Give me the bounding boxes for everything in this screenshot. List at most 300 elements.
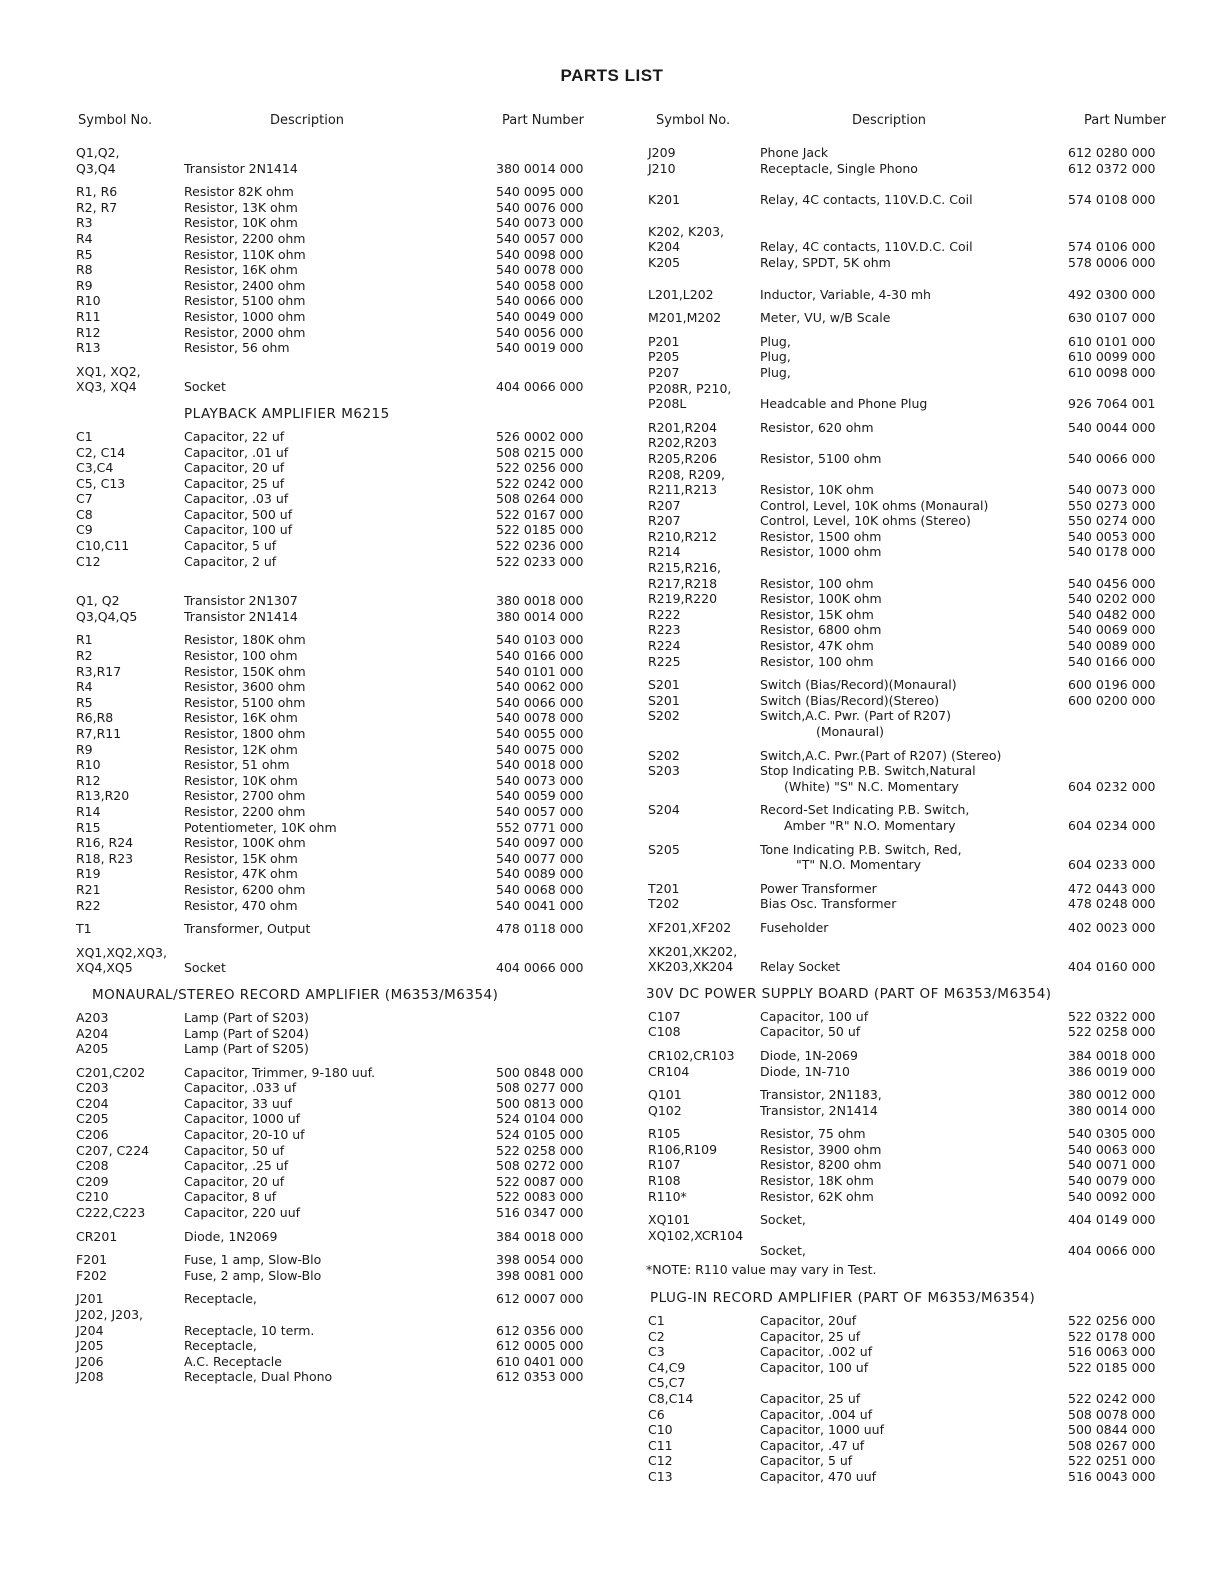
part-number-cell: 612 0353 000 xyxy=(496,1369,584,1385)
table-row xyxy=(646,1189,1186,1205)
description-cell: Stop Indicating P.B. Switch,Natural xyxy=(760,763,976,779)
part-number-cell: 604 0232 000 xyxy=(1068,778,1156,794)
symbol-cell: R208, R209, xyxy=(648,466,726,482)
table-row xyxy=(646,287,1186,303)
description-cell: Transistor 2N1414 xyxy=(184,608,298,624)
part-number-header: Part Number xyxy=(502,113,585,128)
table-row xyxy=(76,1323,606,1339)
part-number-cell: 508 0272 000 xyxy=(496,1158,584,1174)
description-cell: "T" N.O. Momentary xyxy=(796,857,922,873)
table-row xyxy=(646,724,1186,740)
description-cell: Capacitor, 20 uf xyxy=(184,460,285,476)
part-number-cell: 522 0083 000 xyxy=(496,1189,584,1205)
description-cell: Resistor, 2200 ohm xyxy=(184,803,306,819)
table-row xyxy=(76,1143,606,1159)
part-number-cell: 540 0063 000 xyxy=(1068,1141,1156,1157)
table-row xyxy=(76,1041,606,1057)
description-cell: Plug, xyxy=(760,364,791,380)
symbol-cell: R12 xyxy=(76,324,101,340)
description-cell: Resistor, 3900 ohm xyxy=(760,1141,882,1157)
part-number-cell: 540 0078 000 xyxy=(496,262,584,278)
description-cell: Resistor, 6200 ohm xyxy=(184,881,306,897)
symbol-cell: K204 xyxy=(648,239,681,255)
parts-list-left xyxy=(76,145,606,1385)
table-row xyxy=(76,648,606,664)
description-cell: Capacitor, .25 uf xyxy=(184,1158,289,1174)
symbol-cell: C201,C202 xyxy=(76,1064,146,1080)
symbol-cell: R106,R109 xyxy=(648,1141,718,1157)
part-number-cell: 522 0087 000 xyxy=(496,1173,584,1189)
part-number-cell: 404 0160 000 xyxy=(1068,959,1156,975)
symbol-cell: R1, R6 xyxy=(76,184,118,200)
symbol-cell: R224 xyxy=(648,638,681,654)
description-cell: Resistor, 18K ohm xyxy=(760,1173,874,1189)
part-number-cell: 380 0014 000 xyxy=(1068,1102,1156,1118)
table-row xyxy=(76,945,606,961)
part-number-cell: 386 0019 000 xyxy=(1068,1063,1156,1079)
part-number-cell: 500 0844 000 xyxy=(1068,1422,1156,1438)
part-number-cell: 398 0081 000 xyxy=(496,1267,584,1283)
symbol-cell: C10 xyxy=(648,1422,673,1438)
table-row xyxy=(76,1205,606,1221)
description-cell: Capacitor, Trimmer, 9-180 uuf. xyxy=(184,1064,376,1080)
part-number-cell: 540 0089 000 xyxy=(1068,638,1156,654)
part-number-cell: 404 0066 000 xyxy=(496,379,584,395)
symbol-cell: P201 xyxy=(648,333,680,349)
parts-column-right xyxy=(646,113,1186,1485)
table-row xyxy=(76,460,606,476)
table-row xyxy=(646,1228,1186,1244)
description-cell: Capacitor, 25 uf xyxy=(760,1328,861,1344)
symbol-cell: XK201,XK202, xyxy=(648,943,738,959)
part-number-cell: 540 0101 000 xyxy=(496,663,584,679)
page-title: PARTS LIST xyxy=(560,66,664,85)
table-row xyxy=(646,529,1186,545)
symbol-cell: R13,R20 xyxy=(76,788,130,804)
part-number-cell: 522 0178 000 xyxy=(1068,1328,1156,1344)
symbol-cell: R105 xyxy=(648,1126,681,1142)
symbol-cell: R7,R11 xyxy=(76,726,122,741)
description-cell: Resistor, 10K ohm xyxy=(184,772,298,788)
symbol-cell: XF201,XF202 xyxy=(648,919,732,935)
symbol-cell: C107 xyxy=(648,1008,681,1024)
table-row xyxy=(76,145,606,161)
table-row xyxy=(646,693,1186,709)
description-cell: Capacitor, 50 uf xyxy=(184,1142,285,1158)
table-row xyxy=(646,239,1186,255)
part-number-cell: 540 0049 000 xyxy=(496,308,584,324)
part-number-cell: 612 0372 000 xyxy=(1068,160,1156,176)
symbol-cell: R202,R203 xyxy=(648,435,718,451)
table-row xyxy=(646,959,1186,975)
table-row xyxy=(646,1453,1186,1469)
symbol-cell: R12 xyxy=(76,772,101,788)
part-number-cell: 610 0098 000 xyxy=(1068,364,1156,380)
table-row xyxy=(76,1354,606,1370)
description-cell: Resistor, 75 ohm xyxy=(760,1126,866,1142)
part-number-cell: 540 0103 000 xyxy=(496,632,584,648)
part-number-cell: 540 0482 000 xyxy=(1068,606,1156,622)
part-number-cell: 522 0242 000 xyxy=(496,475,584,491)
table-row xyxy=(646,1048,1186,1064)
symbol-cell: R215,R216, xyxy=(648,560,722,576)
symbol-cell: R107 xyxy=(648,1157,681,1173)
symbol-cell: C2, C14 xyxy=(76,444,126,460)
symbol-header: Symbol No. xyxy=(78,113,153,128)
part-number-cell: 552 0771 000 xyxy=(496,819,584,835)
description-header: Description xyxy=(270,113,345,128)
description-cell: Socket, xyxy=(760,1243,806,1259)
table-row xyxy=(646,1103,1186,1119)
description-cell: Capacitor, .002 uf xyxy=(760,1344,873,1360)
part-number-cell: 540 0073 000 xyxy=(1068,482,1156,498)
table-row xyxy=(76,161,606,177)
symbol-cell: Q1, Q2 xyxy=(76,593,120,609)
table-row xyxy=(76,445,606,461)
part-number-cell: 612 0005 000 xyxy=(496,1338,584,1354)
table-row xyxy=(76,726,606,742)
description-cell: Capacitor, 100 uf xyxy=(184,522,293,538)
symbol-cell: R207 xyxy=(648,497,681,513)
symbol-cell: R5 xyxy=(76,246,93,262)
symbol-cell: C209 xyxy=(76,1173,109,1189)
table-row xyxy=(76,379,606,395)
part-number-cell: 522 0258 000 xyxy=(1068,1024,1156,1040)
description-cell: Resistor, 62K ohm xyxy=(760,1188,874,1204)
part-number-cell: 384 0018 000 xyxy=(496,1228,584,1244)
description-cell: Resistor, 3600 ohm xyxy=(184,679,306,695)
description-cell: Resistor, 1000 ohm xyxy=(760,544,882,560)
part-number-cell: 492 0300 000 xyxy=(1068,286,1156,302)
table-row xyxy=(646,622,1186,638)
symbol-cell: C10,C11 xyxy=(76,538,130,554)
symbol-cell: C3,C4 xyxy=(76,460,114,476)
table-row xyxy=(76,1369,606,1385)
description-cell: Resistor, 10K ohm xyxy=(760,482,874,498)
part-number-cell: 540 0068 000 xyxy=(496,881,584,897)
description-cell: Control, Level, 10K ohms (Monaural) xyxy=(760,497,989,513)
description-cell: Receptacle, 10 term. xyxy=(184,1322,315,1338)
symbol-cell: R1 xyxy=(76,632,93,648)
part-number-cell: 524 0105 000 xyxy=(496,1127,584,1143)
table-row xyxy=(646,1212,1186,1228)
part-number-cell: 610 0401 000 xyxy=(496,1353,584,1369)
symbol-cell: P205 xyxy=(648,349,680,365)
symbol-cell: C2 xyxy=(648,1328,665,1344)
description-cell: Capacitor, .004 uf xyxy=(760,1406,873,1422)
table-row xyxy=(646,748,1186,764)
description-cell: Relay, 4C contacts, 110V.D.C. Coil xyxy=(760,192,973,208)
table-row xyxy=(76,1127,606,1143)
table-row xyxy=(76,429,606,445)
symbol-cell: F201 xyxy=(76,1252,108,1268)
symbol-cell: CR104 xyxy=(648,1063,690,1079)
symbol-cell: S202 xyxy=(648,708,680,724)
description-cell: Receptacle, Single Phono xyxy=(760,160,918,176)
symbol-cell: R3 xyxy=(76,215,93,231)
description-cell: Lamp (Part of S203) xyxy=(184,1009,309,1025)
symbol-cell: C6 xyxy=(648,1406,665,1422)
part-number-cell: 384 0018 000 xyxy=(1068,1047,1156,1063)
part-number-cell: 522 0256 000 xyxy=(496,460,584,476)
description-cell: Capacitor, 1000 uuf xyxy=(760,1422,884,1438)
table-row xyxy=(646,498,1186,514)
table-row xyxy=(646,1344,1186,1360)
part-number-cell: 540 0456 000 xyxy=(1068,575,1156,591)
part-number-cell: 540 0073 000 xyxy=(496,772,584,788)
part-number-cell: 550 0273 000 xyxy=(1068,497,1156,513)
part-number-cell: 472 0443 000 xyxy=(1068,880,1156,896)
description-cell: Transistor, 2N1183, xyxy=(760,1087,882,1103)
symbol-cell: XQ101 xyxy=(648,1212,691,1228)
part-number-cell: 600 0200 000 xyxy=(1068,692,1156,708)
description-cell: (White) "S" N.C. Momentary xyxy=(784,778,959,794)
table-row xyxy=(76,507,606,523)
table-row xyxy=(646,161,1186,177)
symbol-cell: C9 xyxy=(76,522,93,538)
description-cell: Capacitor, 100 uf xyxy=(760,1359,869,1375)
table-row xyxy=(646,881,1186,897)
symbol-cell: Q102 xyxy=(648,1102,682,1118)
part-number-cell: 578 0006 000 xyxy=(1068,254,1156,270)
symbol-cell: J209 xyxy=(648,145,676,160)
symbol-cell: R223 xyxy=(648,622,681,638)
table-row xyxy=(76,215,606,231)
description-cell: Meter, VU, w/B Scale xyxy=(760,310,891,326)
description-cell: Capacitor, 25 uf xyxy=(184,475,285,491)
part-number-cell: 516 0347 000 xyxy=(496,1205,584,1221)
description-cell: Socket xyxy=(184,960,226,976)
description-cell: Potentiometer, 10K ohm xyxy=(184,819,337,835)
description-cell: Resistor, 15K ohm xyxy=(184,850,298,866)
description-cell: Relay, 4C contacts, 110V.D.C. Coil xyxy=(760,239,973,255)
description-cell: Fuseholder xyxy=(760,919,829,935)
part-number-cell: 540 0092 000 xyxy=(1068,1188,1156,1204)
symbol-cell: J204 xyxy=(76,1322,104,1338)
part-number-cell: 540 0055 000 xyxy=(496,726,584,741)
part-number-cell: 380 0014 000 xyxy=(496,160,584,176)
symbol-cell: M201,M202 xyxy=(648,310,722,326)
symbol-cell: C12 xyxy=(648,1453,673,1469)
symbol-cell: S205 xyxy=(648,841,680,857)
part-number-cell: 540 0095 000 xyxy=(496,184,584,200)
part-number-cell: 522 0185 000 xyxy=(496,522,584,538)
table-row xyxy=(646,842,1186,858)
table-row xyxy=(646,607,1186,623)
description-cell: Resistor, 100 ohm xyxy=(760,575,874,591)
symbol-cell: R14 xyxy=(76,803,101,819)
part-number-cell: 402 0023 000 xyxy=(1068,919,1156,935)
table-row xyxy=(76,364,606,380)
table-row xyxy=(76,1010,606,1026)
table-row xyxy=(646,310,1186,326)
table-row xyxy=(646,1360,1186,1376)
description-cell: Resistor, 1000 ohm xyxy=(184,308,306,324)
part-number-cell: 540 0071 000 xyxy=(1068,1157,1156,1173)
description-cell: Resistor, 100 ohm xyxy=(760,653,874,669)
part-number-cell: 478 0118 000 xyxy=(496,921,584,937)
part-number-cell: 540 0044 000 xyxy=(1068,419,1156,435)
description-cell: Control, Level, 10K ohms (Stereo) xyxy=(760,513,971,529)
symbol-cell: C204 xyxy=(76,1095,109,1111)
part-number-cell: 612 0280 000 xyxy=(1068,145,1156,160)
symbol-cell: CR102,CR103 xyxy=(648,1047,735,1063)
table-row xyxy=(646,145,1186,161)
description-cell: Capacitor, 5 uf xyxy=(184,538,277,554)
table-row xyxy=(646,677,1186,693)
description-cell: Transistor, 2N1414 xyxy=(760,1102,878,1118)
symbol-cell: R11 xyxy=(76,308,101,324)
symbol-cell: XQ4,XQ5 xyxy=(76,960,133,976)
table-row xyxy=(76,593,606,609)
description-cell: Capacitor, 22 uf xyxy=(184,428,285,444)
symbol-cell: R5 xyxy=(76,694,93,710)
table-row xyxy=(76,866,606,882)
symbol-cell: C3 xyxy=(648,1344,665,1360)
part-number-cell: 540 0057 000 xyxy=(496,803,584,819)
part-number-cell: 600 0196 000 xyxy=(1068,677,1156,693)
description-cell: Capacitor, 100 uf xyxy=(760,1008,869,1024)
table-row xyxy=(76,788,606,804)
table-row xyxy=(646,920,1186,936)
table-row xyxy=(76,898,606,914)
symbol-cell: J206 xyxy=(76,1353,104,1369)
table-row xyxy=(646,802,1186,818)
part-number-cell: 612 0007 000 xyxy=(496,1291,584,1307)
table-row xyxy=(646,482,1186,498)
description-cell: Resistor 82K ohm xyxy=(184,184,294,200)
table-row xyxy=(76,293,606,309)
symbol-cell: R108 xyxy=(648,1173,681,1189)
description-cell: Resistor, 2400 ohm xyxy=(184,277,306,293)
symbol-cell: XK203,XK204 xyxy=(648,959,734,975)
description-cell: Lamp (Part of S204) xyxy=(184,1025,309,1041)
description-header: Description xyxy=(852,113,927,128)
description-cell: Relay Socket xyxy=(760,959,841,975)
symbol-cell: S201 xyxy=(648,692,680,708)
description-cell: Resistor, 150K ohm xyxy=(184,663,306,679)
table-row xyxy=(646,396,1186,412)
table-row xyxy=(646,654,1186,670)
table-row xyxy=(76,960,606,976)
part-number-cell: 540 0066 000 xyxy=(496,694,584,710)
symbol-header: Symbol No. xyxy=(656,113,731,128)
symbol-cell: S202 xyxy=(648,747,680,763)
part-number-cell: 516 0043 000 xyxy=(1068,1468,1156,1484)
symbol-cell: J201 xyxy=(76,1291,104,1307)
description-cell: Power Transformer xyxy=(760,880,877,896)
part-number-cell: 526 0002 000 xyxy=(496,428,584,444)
description-cell: Capacitor, 500 uf xyxy=(184,506,293,522)
description-cell: Resistor, 6800 ohm xyxy=(760,622,882,638)
description-cell: Record-Set Indicating P.B. Switch, xyxy=(760,802,970,818)
symbol-cell: R217,R218 xyxy=(648,575,718,591)
table-row xyxy=(76,773,606,789)
part-number-cell: 574 0106 000 xyxy=(1068,239,1156,255)
table-row xyxy=(646,1422,1186,1438)
symbol-cell: C210 xyxy=(76,1189,109,1205)
symbol-cell: R10 xyxy=(76,293,101,309)
table-row xyxy=(646,1142,1186,1158)
table-row xyxy=(76,1080,606,1096)
table-row xyxy=(646,560,1186,576)
part-number-cell: 540 0305 000 xyxy=(1068,1126,1156,1142)
table-row xyxy=(646,857,1186,873)
part-number-cell: 540 0097 000 xyxy=(496,835,584,851)
symbol-cell: R9 xyxy=(76,277,93,293)
table-row xyxy=(646,192,1186,208)
symbol-cell: A205 xyxy=(76,1041,109,1057)
part-number-cell: 610 0101 000 xyxy=(1068,333,1156,349)
parts-column-left xyxy=(76,113,606,1385)
symbol-cell: S203 xyxy=(648,763,680,779)
part-number-cell: 540 0078 000 xyxy=(496,710,584,726)
description-cell: Transformer, Output xyxy=(184,921,311,937)
table-row xyxy=(646,467,1186,483)
section-heading: 30V DC POWER SUPPLY BOARD (PART OF M6353/M6354) xyxy=(646,985,1052,1002)
part-number-cell: 500 0848 000 xyxy=(496,1064,584,1080)
description-cell: Capacitor, 50 uf xyxy=(760,1024,861,1040)
description-cell: Resistor, 5100 ohm xyxy=(760,450,882,466)
part-number-cell: 550 0274 000 xyxy=(1068,513,1156,529)
symbol-cell: C8,C14 xyxy=(648,1391,694,1406)
symbol-cell: CR201 xyxy=(76,1228,118,1244)
symbol-cell: R205,R206 xyxy=(648,450,718,466)
symbol-cell: C206 xyxy=(76,1127,109,1143)
table-row xyxy=(646,420,1186,436)
part-number-cell: 610 0099 000 xyxy=(1068,349,1156,365)
part-number-cell: 630 0107 000 xyxy=(1068,310,1156,326)
description-cell: Resistor, 2700 ohm xyxy=(184,788,306,804)
part-number-cell: 522 0167 000 xyxy=(496,506,584,522)
part-number-cell: 540 0018 000 xyxy=(496,757,584,773)
symbol-cell: R10 xyxy=(76,757,101,773)
description-cell: Capacitor, 20uf xyxy=(760,1313,857,1329)
part-number-cell: 540 0075 000 xyxy=(496,741,584,757)
symbol-cell: S201 xyxy=(648,677,680,693)
part-number-cell: 540 0166 000 xyxy=(496,648,584,664)
description-cell: Resistor, 470 ohm xyxy=(184,897,298,913)
part-number-cell: 540 0098 000 xyxy=(496,246,584,262)
table-row xyxy=(646,944,1186,960)
description-cell: Plug, xyxy=(760,333,791,349)
parts-list-right xyxy=(646,145,1186,1485)
table-row xyxy=(76,1174,606,1190)
description-cell: Transistor 2N1307 xyxy=(184,593,298,609)
description-cell: Receptacle, xyxy=(184,1291,257,1307)
description-cell: Diode, 1N-2069 xyxy=(760,1047,858,1063)
symbol-cell: R207 xyxy=(648,513,681,529)
symbol-cell: C108 xyxy=(648,1024,681,1040)
symbol-cell: R214 xyxy=(648,544,681,560)
part-number-cell: 522 0258 000 xyxy=(496,1142,584,1158)
table-row xyxy=(76,609,606,625)
symbol-cell: A204 xyxy=(76,1025,109,1041)
symbol-cell: Q3,Q4 xyxy=(76,160,116,176)
description-cell: Resistor, 56 ohm xyxy=(184,340,290,356)
description-cell: Resistor, 16K ohm xyxy=(184,262,298,278)
symbol-cell: C5,C7 xyxy=(648,1375,686,1391)
description-cell: Fuse, 1 amp, Slow-Blo xyxy=(184,1252,322,1268)
table-row xyxy=(646,779,1186,795)
table-row xyxy=(76,1338,606,1354)
symbol-cell: P207 xyxy=(648,364,680,380)
description-cell: Socket, xyxy=(760,1212,806,1228)
description-cell: Capacitor, 470 uuf xyxy=(760,1468,877,1484)
description-cell: Resistor, 12K ohm xyxy=(184,741,298,757)
part-number-cell: 540 0057 000 xyxy=(496,230,584,246)
description-cell: Resistor, 5100 ohm xyxy=(184,293,306,309)
